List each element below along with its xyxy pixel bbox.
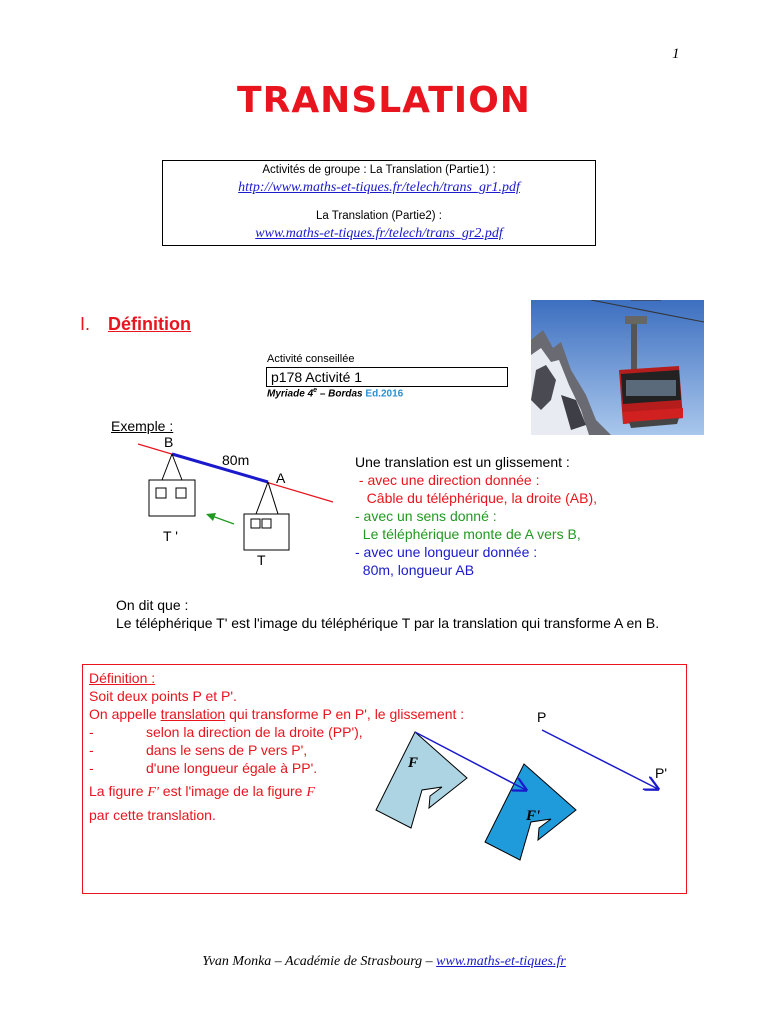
def-line2-post: qui transforme P en P', le glissement :	[225, 706, 465, 722]
desc-intro: Une translation est un glissement :	[355, 454, 570, 470]
link-partie2[interactable]: www.maths-et-tiques.fr/telech/trans_gr2.pdf	[255, 226, 503, 241]
section-title: Définition	[108, 314, 192, 334]
source-sup: e	[313, 387, 318, 394]
item-dash: -	[89, 742, 94, 758]
page-footer	[0, 954, 768, 970]
source-publisher: – Bordas	[317, 388, 366, 400]
label-T: T	[257, 552, 266, 568]
activity-links-box	[162, 160, 596, 246]
page-number: 1	[672, 46, 680, 62]
cable-car-photo	[531, 300, 704, 435]
desc-sens-val: Le téléphérique monte de A vers B,	[355, 526, 581, 542]
fig-F-prime: F'	[147, 785, 159, 800]
link-partie1[interactable]: http://www.maths-et-tiques.fr/telech/trans_gr1.pdf	[238, 180, 520, 195]
page-title: TRANSLATION	[237, 80, 531, 121]
shape-F-label: F	[408, 755, 419, 771]
segment-AB	[172, 454, 268, 482]
on-dit-paragraph	[116, 596, 676, 632]
vector-PP-prime	[542, 730, 658, 789]
footer-text: Yvan Monka – Académie de Strasbourg –	[202, 954, 437, 969]
definition-figure-text	[89, 780, 315, 826]
def-fig-line1	[89, 780, 315, 804]
desc-longueur-head: - avec une longueur donnée :	[355, 544, 538, 560]
activity-label: Activité conseillée	[267, 353, 355, 365]
definition-heading: Définition :	[89, 670, 156, 686]
section-number: I.	[80, 314, 91, 334]
green-arrow	[206, 513, 234, 524]
shape-F	[376, 732, 467, 828]
activity-source	[267, 387, 403, 399]
cabin-T	[244, 482, 289, 550]
links-line2: La Translation (Partie2) :	[316, 210, 442, 222]
label-P-prime: P'	[655, 765, 668, 781]
translation-description	[355, 453, 597, 579]
cable-car-diagram	[128, 430, 338, 575]
translation-figure-diagram	[370, 700, 670, 870]
item-dash: -	[89, 724, 94, 740]
activity-value-box: p178 Activité 1	[266, 367, 508, 387]
on-dit-line2: Le téléphérique T' est l'image du téléphérique T par la translation qui transforme A en B.	[116, 615, 660, 631]
definition-line1: Soit deux points P et P'.	[89, 688, 237, 704]
desc-direction-val: Câble du téléphérique, la droite (AB),	[355, 490, 598, 506]
fig-F: F	[306, 785, 315, 800]
def-line2-pre: On appelle	[89, 706, 161, 722]
section-heading	[80, 314, 191, 335]
example-heading: Exemple :	[111, 418, 174, 434]
links-line1: Activités de groupe : La Translation (Partie1) :	[262, 164, 496, 176]
on-dit-line1: On dit que :	[116, 597, 189, 613]
fig-pre: La figure	[89, 783, 148, 799]
label-A: A	[276, 470, 286, 486]
def-term-translation: translation	[160, 706, 226, 722]
item-text: selon la direction de la droite (PP'),	[146, 724, 363, 740]
desc-direction-head: - avec une direction donnée :	[355, 472, 540, 488]
footer-link[interactable]: www.maths-et-tiques.fr	[436, 954, 566, 969]
label-T-prime: T '	[163, 528, 178, 544]
label-P: P	[537, 709, 547, 725]
shape-F-prime-label: F'	[526, 808, 541, 824]
source-book: Myriade 4	[267, 388, 314, 400]
item-text: d'une longueur égale à PP'.	[146, 760, 318, 776]
desc-longueur-val: 80m, longueur AB	[355, 562, 475, 578]
label-distance: 80m	[222, 452, 250, 468]
def-fig-line2: par cette translation.	[89, 807, 216, 823]
fig-post: est l'image de la figure	[158, 783, 307, 799]
desc-sens-head: - avec un sens donné :	[355, 508, 497, 524]
source-edition: Ed.2016	[365, 388, 404, 400]
label-B: B	[164, 434, 174, 450]
item-text: dans le sens de P vers P',	[146, 742, 308, 758]
cabin-T-prime	[149, 454, 195, 516]
item-dash: -	[89, 760, 94, 776]
